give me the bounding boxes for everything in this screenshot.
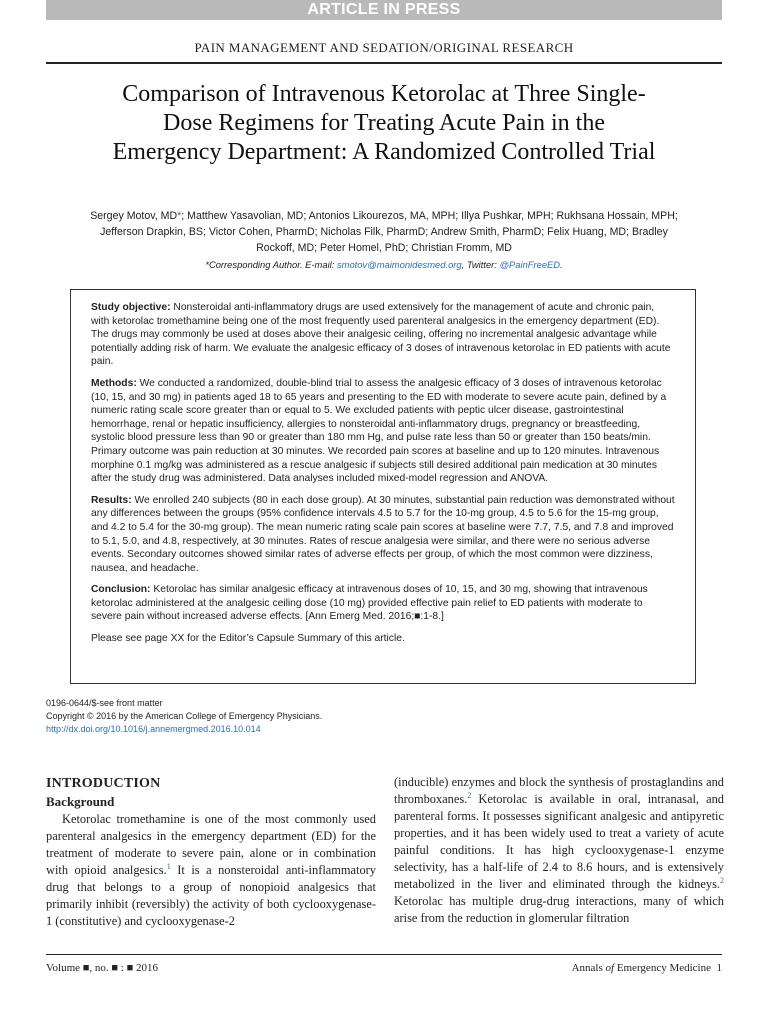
paragraph-text-b: It is a nonsteroidal anti-inflammatory drug that belongs to a group of nonopioid analgesics that primarily inhibit (reversibly) the activity of both cyclooxygenase-1 (constitutive) and cyclooxygenase-2	[46, 863, 376, 928]
reference-2-second[interactable]: 2	[720, 875, 724, 885]
twitter-label: , Twitter:	[461, 259, 500, 270]
continued-paragraph	[394, 774, 724, 927]
methods-label: Methods:	[91, 377, 137, 389]
footer-divider	[46, 954, 722, 955]
article-in-press-banner: ARTICLE IN PRESS	[46, 0, 722, 20]
corresponding-label: *Corresponding Author. E-mail:	[205, 259, 337, 270]
first-author: Sergey Motov, MD	[90, 210, 178, 222]
journal-footer	[572, 962, 722, 974]
body-column-right	[394, 774, 724, 927]
paragraph-text-e: Ketorolac has multiple drug-drug interactions, many of which arise from the reduction in glomerular filtration	[394, 894, 724, 925]
volume-info: Volume ■, no. ■ : ■ 2016	[46, 962, 159, 974]
results-label: Results:	[91, 494, 132, 506]
issn-line: 0196-0644/$-see front matter	[46, 698, 163, 708]
objective-text: Nonsteroidal anti-inflammatory drugs are used extensively for the management of acute and chronic pain, with ketorolac tromethamine being one of the most frequently used parenteral analgesics in the emergency department (ED). The drugs may commonly be used at doses above their analgesic ceiling, offering no incremental analgesic advantage while potentially adding risk of harm. We evaluate the analgesic efficacy of 3 doses of intravenous ketorolac in ED patients with acute pain.	[91, 302, 671, 368]
background-subheading: Background	[46, 794, 115, 809]
article-title: Comparison of Intravenous Ketorolac at Three Single-Dose Regimens for Treating Acute Pain in the Emergency Department: A Randomized Controlled Trial	[112, 81, 656, 165]
conclusion-label: Conclusion:	[91, 584, 151, 596]
methods-text: We conducted a randomized, double-blind trial to assess the analgesic efficacy of 3 doses of intravenous ketorolac (10, 15, and 30 mg) in patients aged 18 to 65 years and presenting to the ED with moderate to severe acute pain, defined by a numeric rating scale score greater than or equal to 5. We excluded patients with peptic ulcer disease, gastrointestinal hemorrhage, renal or hepatic insufficiency, allergies to nonsteroidal anti-inflammatory drugs, pregnancy or breastfeeding, systolic blood pressure less than 90 or greater than 180 mm Hg, and pulse rate less than 50 or greater than 150 beats/min. Primary outcome was pain reduction at 30 minutes. We recorded pain scores at baseline and up to 120 minutes. Intravenous morphine 0.1 mg/kg was administered as a rescue analgesic if subjects still desired additional pain medication at 30 minutes after the study drug was administered. Data analyses included mixed-model regression and ANOVA.	[91, 377, 667, 485]
corresponding-end: .	[560, 259, 563, 270]
results-text: We enrolled 240 subjects (80 in each dose group). At 30 minutes, substantial pain reduction was demonstrated without any differences between the groups (95% confidence intervals 4.5 to 5.7 for the 10-mg group, 4.5 to 5.6 for the 15-mg group, and 4.2 to 5.4 for the 30-mg group). The mean numeric rating scale pain scores at baseline were 7.7, 7.5, and 7.8 and improved to 5.1, 5.0, and 4.8, respectively, at 30 minutes. Rates of rescue analgesia were similar, and there were no serious adverse events. Secondary outcomes showed similar rates of adverse effects per group, of which the most common were dizziness, nausea, and headache.	[91, 494, 675, 574]
abstract-box	[70, 289, 696, 684]
abstract-methods	[91, 377, 675, 486]
other-authors: ; Matthew Yasavolian, MD; Antonios Likourezos, MA, MPH; Illya Pushkar, MPH; Rukhsana Hossain, MPH; Jefferson Drapkin, BS; Victor Cohen, PharmD; Nicholas Filk, PharmD; Andrew Smith, PharmD; Felix Huang, MD; Bradley Rockoff, MD; Peter Homel, PhD; Christian Fromm, MD	[100, 210, 678, 254]
capsule-summary-note: Please see page XX for the Editor’s Capsule Summary of this article.	[91, 633, 405, 645]
objective-label: Study objective:	[91, 302, 171, 313]
paragraph-text-a: Ketorolac tromethamine is one of the most commonly used parenteral analgesics in the emergency department (ED) for the treatment of moderate to severe pain, alone or in combination with opioid analgesics.	[46, 812, 376, 877]
front-matter	[46, 697, 546, 736]
corresponding-author-line	[80, 259, 688, 270]
paragraph-text-c: (inducible) enzymes and block the synthesis of prostaglandins and thromboxanes.	[394, 775, 724, 806]
background-paragraph	[46, 811, 376, 930]
header-divider	[46, 62, 722, 64]
body-column-left	[46, 774, 376, 930]
journal-name-a: Annals	[571, 962, 606, 974]
author-list	[80, 208, 688, 256]
doi-link[interactable]: http://dx.doi.org/10.1016/j.annemergmed.2016.10.014	[46, 724, 261, 734]
journal-name-of: of	[605, 962, 615, 974]
twitter-link[interactable]: @PainFreeED	[499, 259, 561, 270]
abstract-objective	[91, 301, 675, 369]
page-number: 1	[716, 962, 722, 974]
email-link[interactable]: smotov@maimonidesmed.org	[336, 259, 462, 270]
section-label: PAIN MANAGEMENT AND SEDATION/ORIGINAL RESEARCH	[194, 40, 574, 55]
journal-name-b: Emergency Medicine	[614, 962, 711, 974]
copyright-line: Copyright © 2016 by the American College of Emergency Physicians.	[46, 711, 323, 721]
paragraph-text-d: Ketorolac is available in oral, intranasal, and parenteral forms. It possesses significant analgesic and antipyretic properties, and it has been widely used to treat a variety of acute painful conditions. It has high cyclooxygenase-1 enzyme selectivity, has a half-life of 2.4 to 8.6 hours, and is extensively metabolized in the liver and eliminated through the kidneys.	[394, 792, 724, 891]
corresponding-author-marker[interactable]: *	[177, 210, 182, 222]
abstract-results	[91, 494, 675, 576]
introduction-heading: INTRODUCTION	[46, 776, 161, 791]
abstract-conclusion	[91, 583, 675, 624]
reference-1[interactable]: 1	[166, 861, 171, 871]
conclusion-text: Ketorolac has similar analgesic efficacy at intravenous doses of 10, 15, and 30 mg, showing that intravenous ketorolac administered at the analgesic ceiling dose (10 mg) provided effective pain relief to ED patients with moderate to severe pain without increased adverse effects. [Ann Emerg Med. 2016;■:1-8.]	[91, 584, 648, 623]
reference-2[interactable]: 2	[467, 790, 472, 800]
